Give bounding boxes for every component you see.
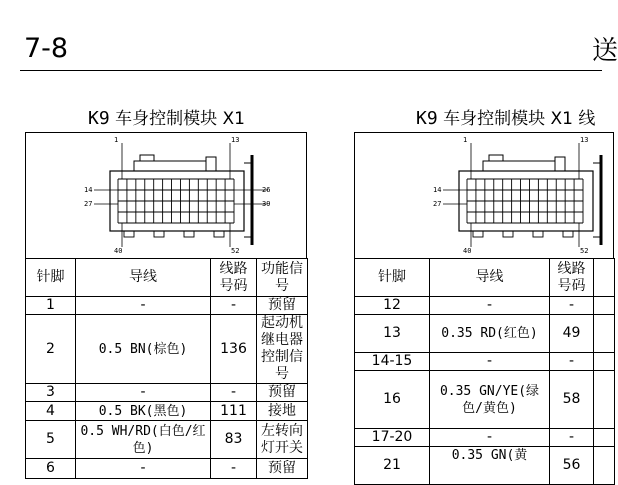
- cell-circuit: -: [211, 297, 257, 315]
- cell-circuit: 56: [550, 447, 594, 485]
- connector-notch: [473, 231, 483, 237]
- col-function-cut: [594, 259, 615, 297]
- cell-pin: 4: [26, 402, 76, 421]
- table-row: [26, 297, 308, 315]
- label-pin-14: 14: [84, 186, 93, 194]
- connector-notch: [184, 231, 194, 237]
- table-header-row: [26, 259, 308, 297]
- cell-wire: 0.5 WH/RD(白色/红色): [76, 421, 211, 459]
- label-pin-27: 27: [84, 200, 93, 208]
- label-pin-1: 1: [463, 136, 468, 144]
- cell-wire: 0.35 GN(黄: [430, 447, 550, 485]
- cell-function: 预留: [257, 297, 308, 315]
- cell-function: [594, 447, 615, 485]
- cell-wire: -: [430, 429, 550, 447]
- cell-circuit: 58: [550, 371, 594, 429]
- cell-function: [594, 371, 615, 429]
- cell-circuit: 136: [211, 315, 257, 384]
- connector-key: [555, 157, 565, 171]
- connector-notch: [503, 231, 513, 237]
- cell-pin: 13: [355, 315, 430, 353]
- header-chapter-char: 送: [592, 36, 618, 66]
- cell-function: [594, 429, 615, 447]
- cell-function: 预留: [257, 384, 308, 402]
- left-title-rest: 车身控制模块 X1: [109, 109, 245, 129]
- table-row: [26, 421, 308, 459]
- label-pin-13: 13: [580, 136, 589, 144]
- label-pin-40: 40: [114, 247, 123, 255]
- cell-pin: 12: [355, 297, 430, 315]
- label-pin-27: 27: [433, 200, 442, 208]
- connector-top-tab: [134, 161, 206, 171]
- cell-wire: -: [76, 459, 211, 479]
- right-table-title: [416, 109, 595, 129]
- cell-wire: 0.5 BK(黑色): [76, 402, 211, 421]
- col-function: 功能信号: [257, 259, 308, 297]
- connector-notch: [154, 231, 164, 237]
- col-pin: 针脚: [355, 259, 430, 297]
- cell-circuit: -: [211, 384, 257, 402]
- cell-pin: 16: [355, 371, 430, 429]
- cell-circuit: -: [550, 297, 594, 315]
- cell-pin: 5: [26, 421, 76, 459]
- cell-wire: 0.35 RD(红色): [430, 315, 550, 353]
- cell-function: 起动机继电器控制信号: [257, 315, 308, 384]
- connector-drawing: [355, 133, 615, 259]
- connector-notch: [214, 231, 224, 237]
- connector-top-tab: [483, 161, 555, 171]
- cell-circuit: -: [550, 429, 594, 447]
- left-title-prefix: K9: [88, 108, 110, 129]
- cell-function: [594, 297, 615, 315]
- label-pin-14: 14: [433, 186, 442, 194]
- cell-pin: 1: [26, 297, 76, 315]
- cell-circuit: -: [550, 353, 594, 371]
- label-pin-39: 39: [262, 200, 271, 208]
- right-title-rest: 车身控制模块 X1 线: [437, 109, 596, 129]
- connector-notch: [533, 231, 543, 237]
- cell-circuit: 83: [211, 421, 257, 459]
- label-pin-13: 13: [231, 136, 240, 144]
- cell-function: 预留: [257, 459, 308, 479]
- cell-pin: 2: [26, 315, 76, 384]
- label-pin-40: 40: [463, 247, 472, 255]
- page-number: 7-8: [24, 33, 69, 64]
- cell-function: 左转向灯开关: [257, 421, 308, 459]
- cell-wire: -: [430, 297, 550, 315]
- label-pin-26: 26: [262, 186, 271, 194]
- connector-key: [206, 157, 216, 171]
- table-row: [355, 297, 615, 315]
- cell-pin: 21: [355, 447, 430, 485]
- label-pin-52: 52: [580, 247, 589, 255]
- right-title-prefix: K9: [416, 108, 438, 129]
- left-connector-diagram: [25, 132, 307, 258]
- cell-wire: 0.5 BN(棕色): [76, 315, 211, 384]
- cell-wire: -: [76, 297, 211, 315]
- cell-pin: 6: [26, 459, 76, 479]
- table-row: [355, 353, 615, 371]
- cell-pin: 14-15: [355, 353, 430, 371]
- connector-drawing: [26, 133, 308, 259]
- connector-latch: [489, 155, 503, 161]
- col-circuit: 线路 号码: [211, 259, 257, 297]
- cell-circuit: -: [211, 459, 257, 479]
- table-row: [26, 459, 308, 479]
- left-table-title: [88, 109, 245, 129]
- label-pin-1: 1: [114, 136, 119, 144]
- table-row: [26, 384, 308, 402]
- table-row: [355, 315, 615, 353]
- table-row: [355, 447, 615, 485]
- table-row: [355, 429, 615, 447]
- cell-wire: -: [76, 384, 211, 402]
- cell-function: [594, 353, 615, 371]
- col-circuit: 线路 号码: [550, 259, 594, 297]
- col-pin: 针脚: [26, 259, 76, 297]
- cell-function: [594, 315, 615, 353]
- header-rule: [20, 70, 602, 71]
- label-pin-52: 52: [231, 247, 240, 255]
- connector-notch: [563, 231, 573, 237]
- table-row: [355, 371, 615, 429]
- right-connector-diagram: [354, 132, 614, 258]
- cell-pin: 17-20: [355, 429, 430, 447]
- cell-circuit: 49: [550, 315, 594, 353]
- cell-wire: -: [430, 353, 550, 371]
- table-row: [26, 402, 308, 421]
- left-pin-table: [25, 258, 308, 479]
- table-row: [26, 315, 308, 384]
- cell-circuit: 111: [211, 402, 257, 421]
- connector-latch: [140, 155, 154, 161]
- table-header-row: [355, 259, 615, 297]
- cell-pin: 3: [26, 384, 76, 402]
- col-wire: 导线: [430, 259, 550, 297]
- cell-function: 接地: [257, 402, 308, 421]
- connector-notch: [124, 231, 134, 237]
- right-pin-table: [354, 258, 615, 485]
- col-wire: 导线: [76, 259, 211, 297]
- cell-wire: 0.35 GN/YE(绿色/黄色): [430, 371, 550, 429]
